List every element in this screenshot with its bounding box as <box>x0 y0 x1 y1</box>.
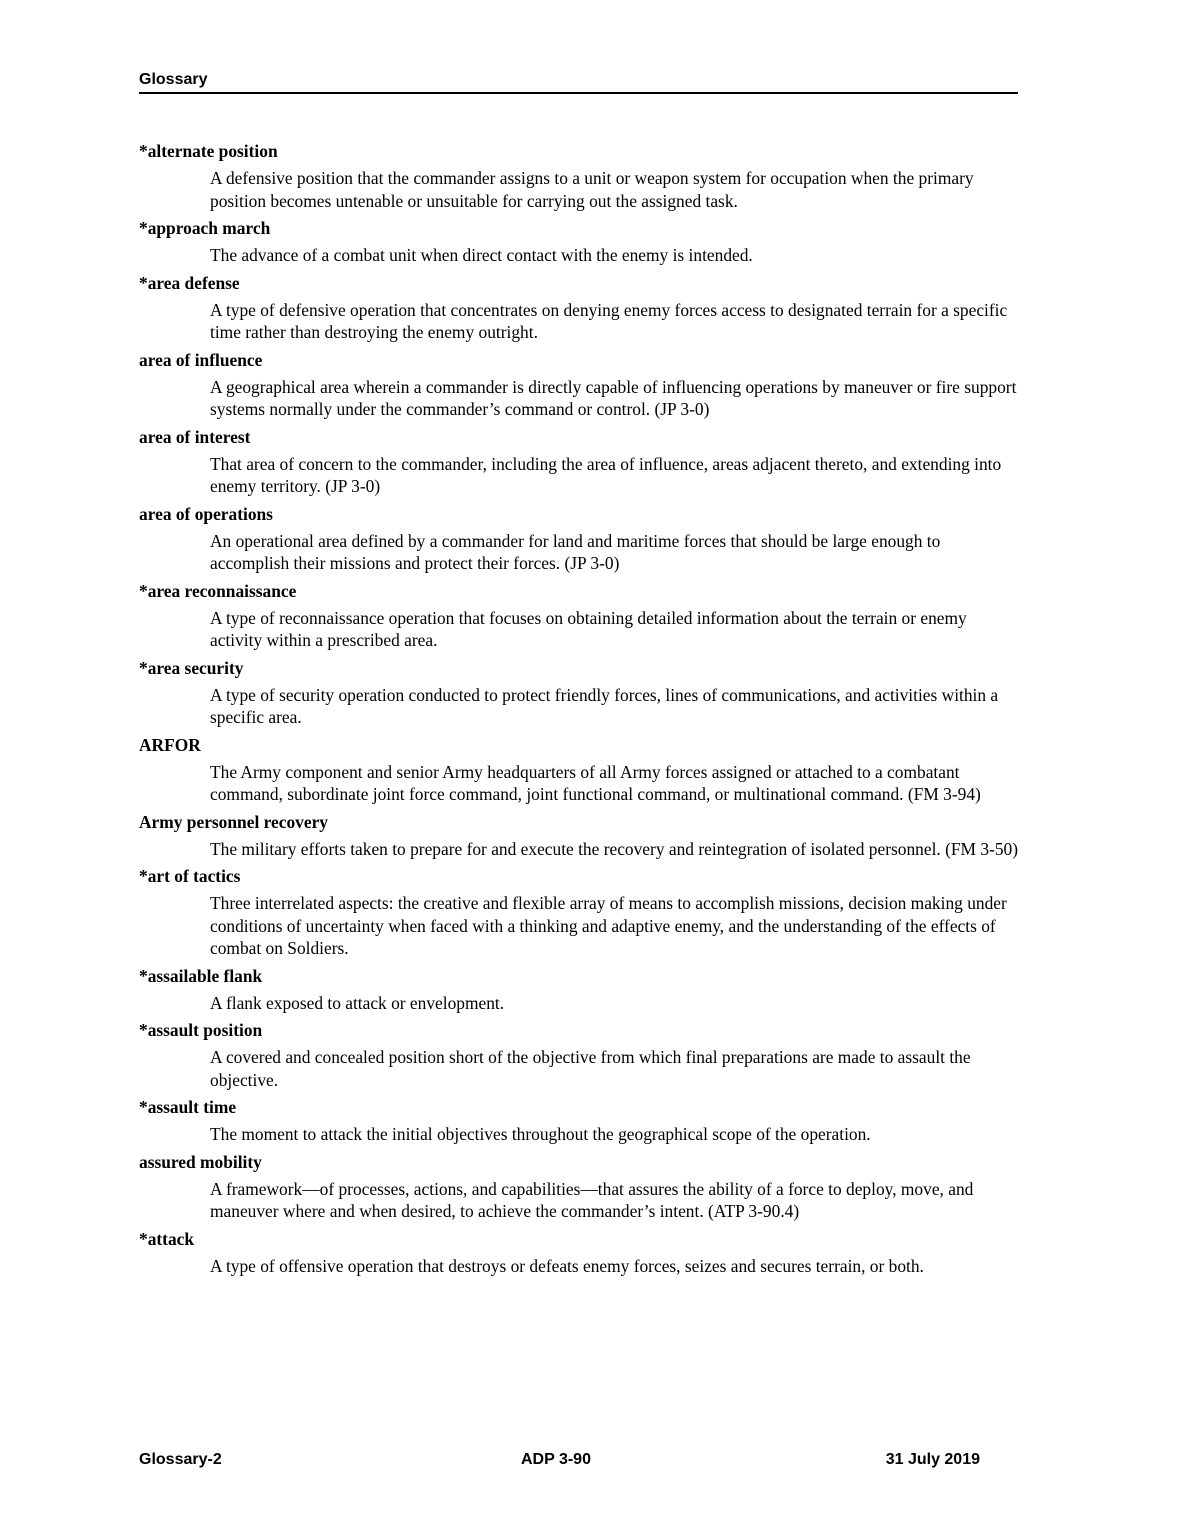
glossary-term: *assault time <box>139 1097 237 1117</box>
glossary-entry <box>139 426 1019 498</box>
glossary-entry <box>139 811 1019 861</box>
glossary-term: *attack <box>139 1228 195 1249</box>
footer-publication: ADP 3-90 <box>521 1451 591 1468</box>
glossary-entry <box>139 1019 1019 1091</box>
glossary-entry <box>139 503 1019 575</box>
glossary-definition: A type of offensive operation that destroys or defeats enemy forces, seizes and secures terrain, or both. <box>210 1255 924 1276</box>
glossary-entry <box>139 734 1019 806</box>
glossary-entry <box>139 1151 1019 1223</box>
glossary-term: *art of tactics <box>139 866 241 886</box>
glossary-definition: A defensive position that the commander assigns to a unit or weapon system for occupation when the primary position becomes untenable or unsuitable for carrying out the assigned task. <box>210 168 974 211</box>
glossary-definition: The military efforts taken to prepare for and execute the recovery and reintegration of isolated personnel. (FM 3-50) <box>210 838 1019 859</box>
header-title: Glossary <box>139 71 208 88</box>
glossary-entry <box>139 1228 1019 1278</box>
glossary-definition: A geographical area wherein a commander is directly capable of influencing operations by maneuver or fire support systems normally under the commander’s command or control. (JP 3-0) <box>210 376 1017 419</box>
glossary-term: *assailable flank <box>139 965 263 986</box>
glossary-term: *approach march <box>139 218 271 238</box>
glossary-term: area of influence <box>139 349 263 370</box>
glossary-entry <box>139 657 1019 729</box>
glossary-entry <box>139 217 1019 267</box>
glossary-term: *assault position <box>139 1020 263 1040</box>
glossary-definition: Three interrelated aspects: the creative and flexible array of means to accomplish missions, decision making under conditions of uncertainty when faced with a thinking and adaptive enemy, and the understanding of the effects of combat on Soldiers. <box>210 893 1007 958</box>
glossary-entry <box>139 349 1019 421</box>
glossary-list <box>139 140 1019 1282</box>
glossary-entry <box>139 272 1019 344</box>
glossary-definition: A flank exposed to attack or envelopment. <box>210 992 505 1013</box>
glossary-definition: The Army component and senior Army headquarters of all Army forces assigned or attached to a combatant command, subordinate joint force command, joint functional command, or multinational command. (FM 3-94) <box>210 761 981 804</box>
glossary-definition: A framework—of processes, actions, and capabilities—that assures the ability of a force to deploy, move, and maneuver where and when desired, to achieve the commander’s intent. (ATP 3-90.4) <box>210 1178 974 1221</box>
glossary-definition: The moment to attack the initial objectives throughout the geographical scope of the operation. <box>210 1124 871 1144</box>
glossary-term: *area security <box>139 657 244 678</box>
glossary-entry <box>139 1096 1019 1146</box>
glossary-definition: A type of reconnaissance operation that focuses on obtaining detailed information about the terrain or enemy activity within a prescribed area. <box>210 607 967 650</box>
glossary-entry <box>139 580 1019 652</box>
glossary-term: *area reconnaissance <box>139 580 297 601</box>
glossary-term: area of operations <box>139 503 273 524</box>
glossary-definition: A type of defensive operation that concentrates on denying enemy forces access to designated terrain for a specific time rather than destroying the enemy outright. <box>210 299 1008 342</box>
page-header <box>139 70 1018 94</box>
glossary-term: assured mobility <box>139 1151 262 1172</box>
glossary-term: area of interest <box>139 426 251 447</box>
glossary-term: ARFOR <box>139 734 201 755</box>
footer-page-number: Glossary-2 <box>139 1451 222 1468</box>
glossary-term: *alternate position <box>139 141 278 161</box>
glossary-definition: A type of security operation conducted to protect friendly forces, lines of communications, and activities within a specific area. <box>210 684 999 727</box>
page-footer <box>139 1450 980 1472</box>
glossary-definition: An operational area defined by a commander for land and maritime forces that should be large enough to accomplish their missions and protect their forces. (JP 3-0) <box>210 530 941 573</box>
glossary-term: *area defense <box>139 272 240 293</box>
glossary-entry <box>139 865 1019 960</box>
glossary-entry <box>139 965 1019 1015</box>
footer-date: 31 July 2019 <box>885 1451 980 1468</box>
glossary-definition: The advance of a combat unit when direct contact with the enemy is intended. <box>210 245 753 265</box>
glossary-definition: That area of concern to the commander, including the area of influence, areas adjacent thereto, and extending into enemy territory. (JP 3-0) <box>210 453 1002 496</box>
glossary-entry <box>139 140 1019 212</box>
glossary-term: Army personnel recovery <box>139 811 328 832</box>
glossary-definition: A covered and concealed position short of the objective from which final preparations are made to assault the objective. <box>210 1047 971 1090</box>
